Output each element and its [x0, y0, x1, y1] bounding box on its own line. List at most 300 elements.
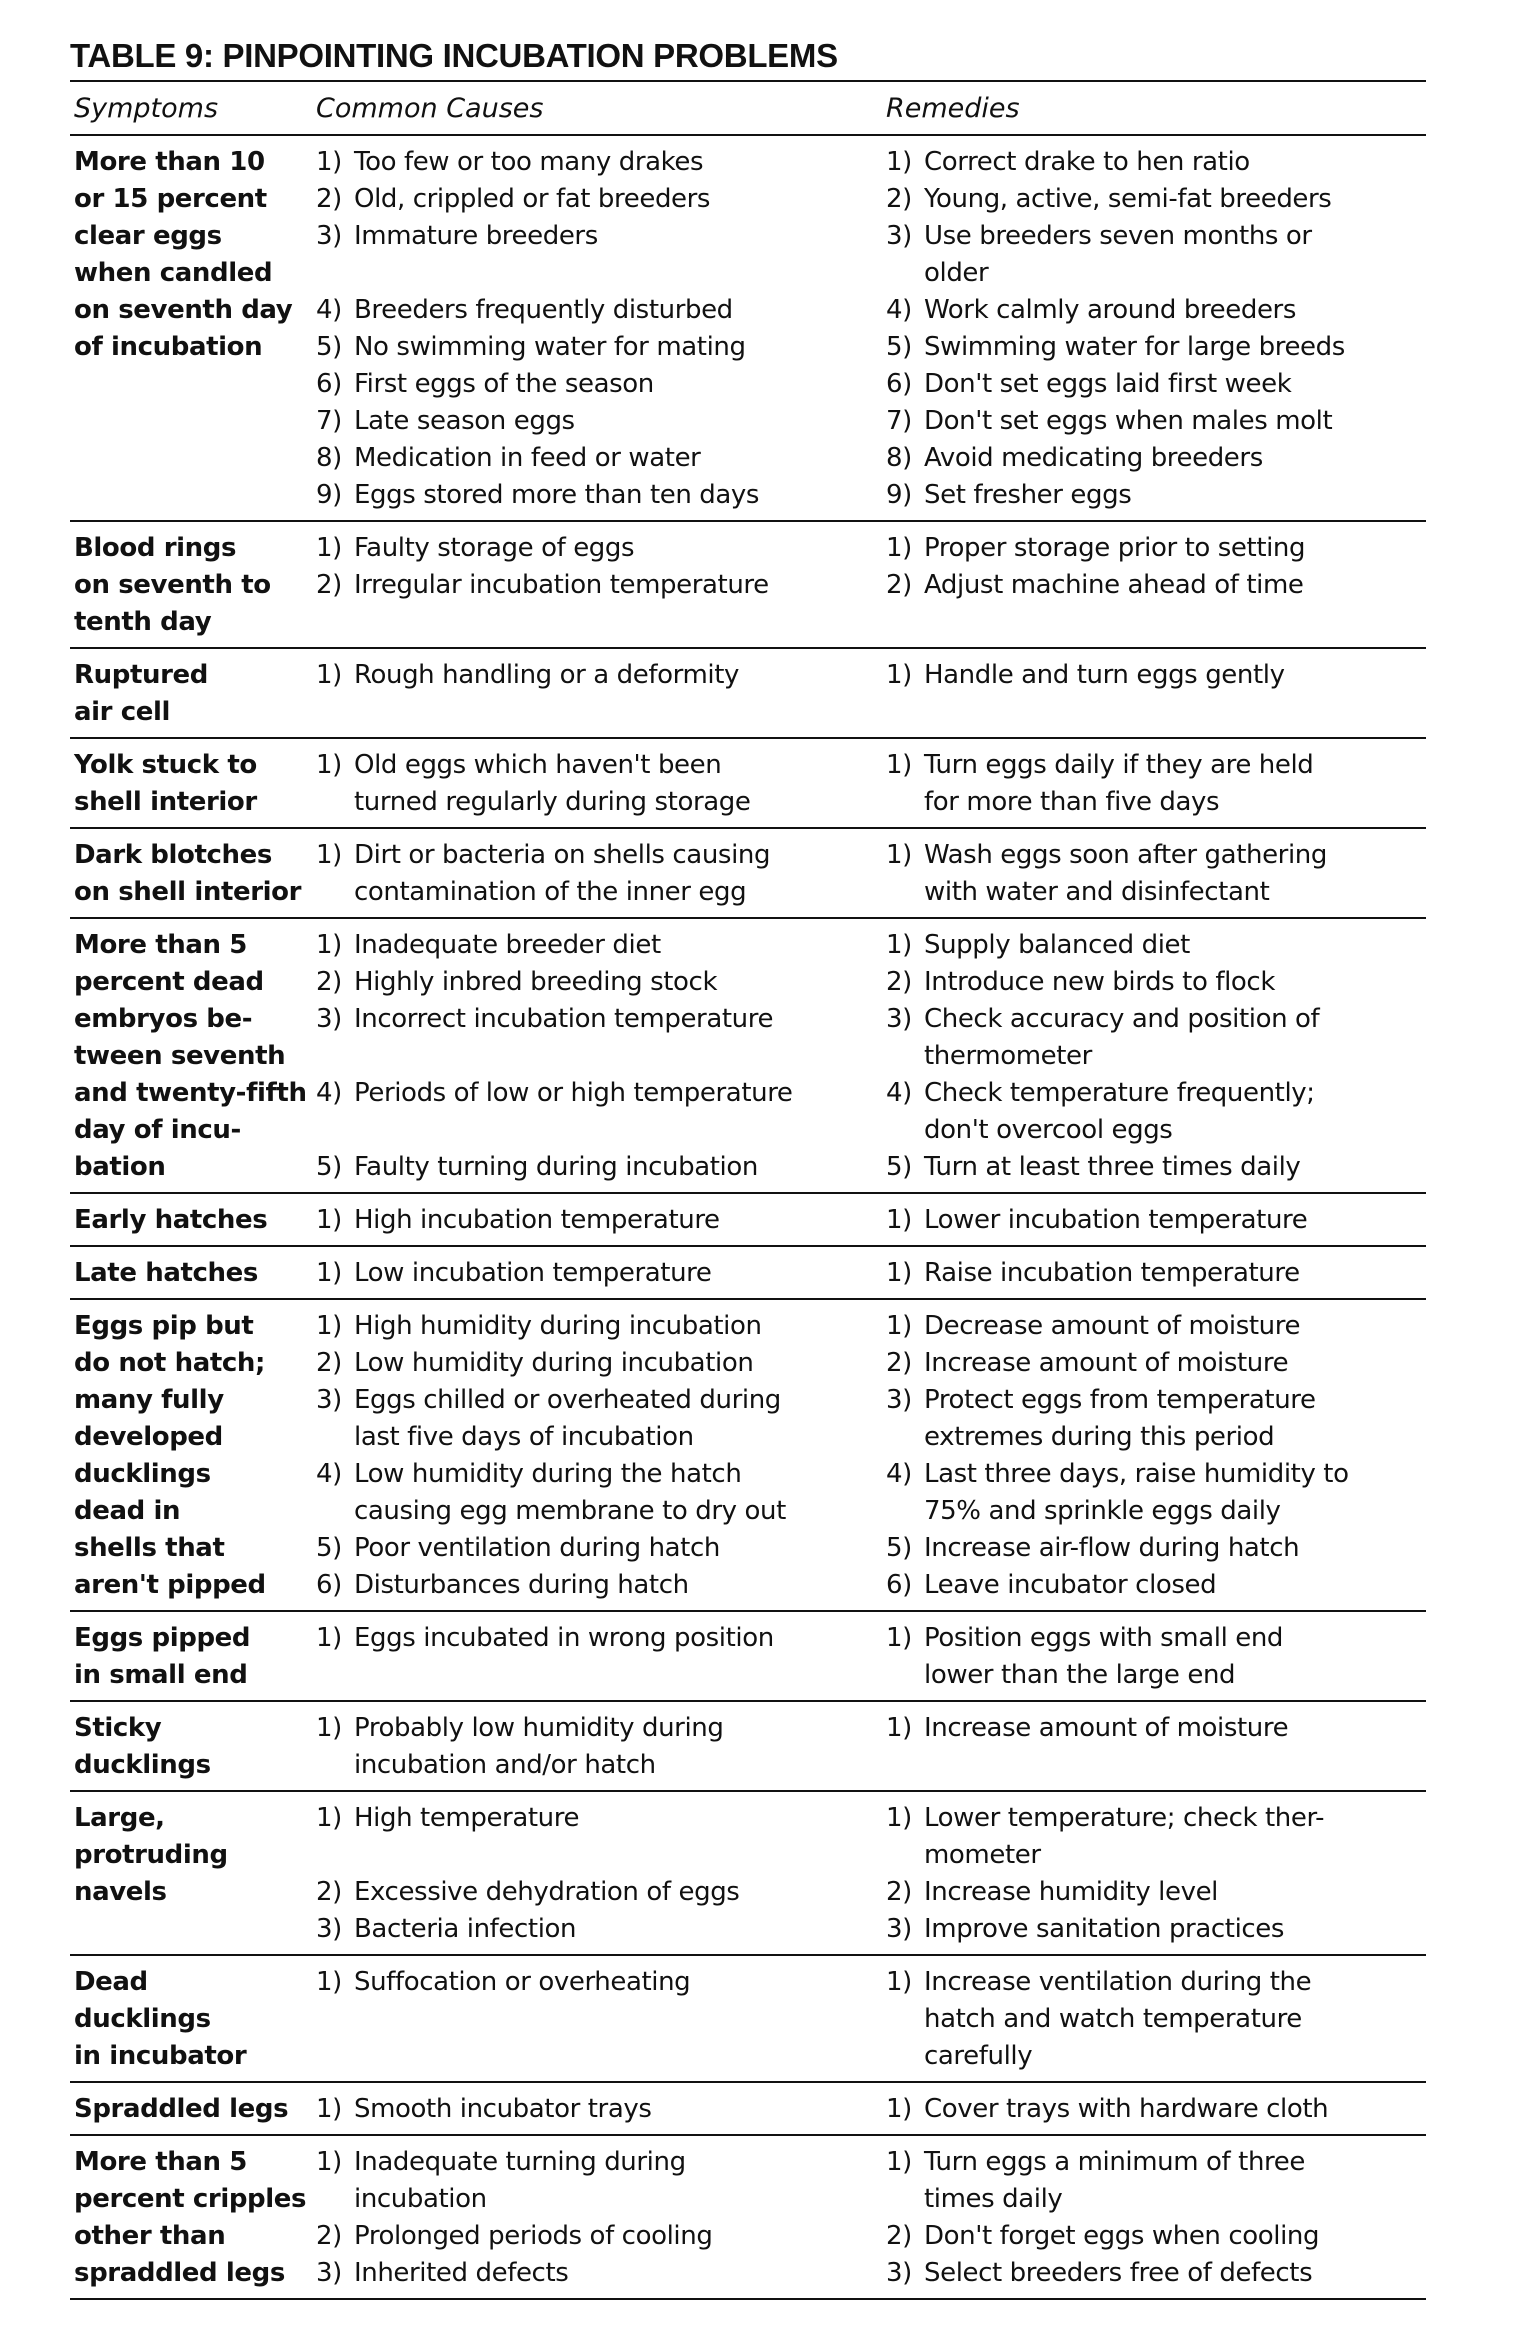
remedy-number: 8): [886, 443, 912, 473]
cause-line: [316, 1710, 886, 1747]
symptom-line: and twenty-fifth: [74, 1078, 307, 1108]
symptom-line: Eggs pip but: [74, 1311, 254, 1341]
cause-text: Suffocation or overheating: [354, 1967, 691, 1997]
cause-text: Old, crippled or fat breeders: [354, 184, 711, 214]
remedy-cell: [886, 747, 1426, 821]
cause-text: Late season eggs: [354, 406, 575, 436]
cause-text: High temperature: [354, 1803, 580, 1833]
cause-line: [316, 874, 886, 911]
cause-line: [316, 2038, 886, 2075]
symptom-line: in incubator: [74, 2041, 247, 2071]
cause-number: 1): [316, 1258, 342, 1288]
symptom-line: clear eggs: [74, 221, 222, 251]
table-row: [70, 649, 1426, 739]
cause-line: [316, 1567, 886, 1604]
remedy-cell: [886, 144, 1426, 514]
cause-number: 1): [316, 1623, 342, 1653]
remedy-line: [886, 1456, 1426, 1493]
cause-number: 2): [316, 1877, 342, 1907]
remedy-text: Last three days, raise humidity to: [924, 1459, 1349, 1489]
remedy-line: [886, 1837, 1426, 1874]
symptom-line: tween seventh: [74, 1041, 286, 1071]
cause-line: [316, 2001, 886, 2038]
cause-text: Probably low humidity during: [354, 1713, 724, 1743]
cause-line: [316, 1530, 886, 1567]
cause-number: 1): [316, 840, 342, 870]
symptom-line: embryos be-: [74, 1004, 253, 1034]
cause-text: Low incubation temperature: [354, 1258, 712, 1288]
remedy-cell: [886, 1964, 1426, 2075]
remedy-number: 3): [886, 1385, 912, 1415]
cause-text: Incorrect incubation temperature: [354, 1004, 774, 1034]
remedy-line: [886, 1202, 1426, 1239]
remedy-text: Set fresher eggs: [924, 480, 1132, 510]
symptom-cell: [70, 837, 316, 911]
cause-line: [316, 1493, 886, 1530]
remedy-number: 5): [886, 332, 912, 362]
remedy-text: Work calmly around breeders: [924, 295, 1296, 325]
symptom-line: More than 5: [74, 930, 247, 960]
cause-line: [316, 1911, 886, 1948]
remedy-text: Increase air-flow during hatch: [924, 1533, 1300, 1563]
remedy-text: 75% and sprinkle eggs daily: [924, 1496, 1281, 1526]
remedy-number: 2): [886, 1348, 912, 1378]
remedy-text: extremes during this period: [924, 1422, 1275, 1452]
remedy-text: Swimming water for large breeds: [924, 332, 1345, 362]
remedy-text: Lower temperature; check ther-: [924, 1803, 1325, 1833]
symptom-line: [74, 366, 316, 403]
remedy-cell: [886, 927, 1426, 1186]
symptom-line: on seventh to: [74, 570, 271, 600]
remedy-text: mometer: [924, 1840, 1041, 1870]
symptom-line: [74, 1911, 316, 1948]
remedy-text: Don't set eggs when males molt: [924, 406, 1333, 436]
remedy-text: thermometer: [924, 1041, 1092, 1071]
cause-number: 3): [316, 1385, 342, 1415]
remedy-text: Position eggs with small end: [924, 1623, 1284, 1653]
cause-number: 3): [316, 221, 342, 251]
symptom-line: Early hatches: [74, 1205, 268, 1235]
symptom-line: Yolk stuck to: [74, 750, 257, 780]
cause-line: [316, 604, 886, 641]
remedy-line: [886, 1001, 1426, 1038]
cause-number: 1): [316, 750, 342, 780]
symptom-line: More than 10: [74, 147, 265, 177]
cause-line: [316, 2218, 886, 2255]
symptom-cell: [70, 1308, 316, 1604]
symptom-line: shell interior: [74, 787, 257, 817]
cause-cell: [316, 2144, 886, 2292]
header-symptoms: Symptoms: [74, 92, 219, 124]
cause-number: 9): [316, 480, 342, 510]
remedy-number: 6): [886, 369, 912, 399]
cause-number: 4): [316, 295, 342, 325]
cause-text: incubation: [354, 2184, 487, 2214]
symptom-line: [74, 403, 316, 440]
table-row: [70, 919, 1426, 1194]
symptom-line: spraddled legs: [74, 2258, 285, 2288]
remedy-line: [886, 694, 1426, 731]
symptom-line: air cell: [74, 697, 171, 727]
cause-line: [316, 292, 886, 329]
cause-cell: [316, 747, 886, 821]
remedy-line: [886, 144, 1426, 181]
remedy-line: [886, 440, 1426, 477]
remedy-text: hatch and watch temperature: [924, 2004, 1302, 2034]
remedy-cell: [886, 1620, 1426, 1694]
symptom-line: on shell interior: [74, 877, 302, 907]
cause-line: [316, 1382, 886, 1419]
remedy-cell: [886, 2091, 1426, 2128]
remedy-line: [886, 1620, 1426, 1657]
cause-text: Eggs stored more than ten days: [354, 480, 760, 510]
cause-text: Excessive dehydration of eggs: [354, 1877, 740, 1907]
cause-cell: [316, 1255, 886, 1292]
remedy-number: 3): [886, 1004, 912, 1034]
cause-text: First eggs of the season: [354, 369, 654, 399]
remedy-number: 5): [886, 1152, 912, 1182]
remedy-number: 2): [886, 570, 912, 600]
remedy-line: [886, 567, 1426, 604]
cause-number: 3): [316, 1914, 342, 1944]
remedy-line: [886, 927, 1426, 964]
cause-line: [316, 657, 886, 694]
cause-number: 1): [316, 2147, 342, 2177]
cause-number: 6): [316, 369, 342, 399]
remedy-number: 1): [886, 1623, 912, 1653]
cause-text: turned regularly during storage: [354, 787, 751, 817]
remedy-line: [886, 530, 1426, 567]
cause-line: [316, 366, 886, 403]
symptom-line: in small end: [74, 1660, 248, 1690]
remedy-cell: [886, 1255, 1426, 1292]
cause-line: [316, 530, 886, 567]
cause-text: Low humidity during incubation: [354, 1348, 754, 1378]
remedy-text: Increase amount of moisture: [924, 1348, 1289, 1378]
remedy-text: Increase humidity level: [924, 1877, 1219, 1907]
symptom-line: Large,: [74, 1803, 165, 1833]
remedy-line: [886, 2038, 1426, 2075]
cause-text: Smooth incubator trays: [354, 2094, 652, 2124]
symptom-line: many fully: [74, 1385, 224, 1415]
cause-line: [316, 1149, 886, 1186]
cause-cell: [316, 144, 886, 514]
remedy-line: [886, 2181, 1426, 2218]
remedy-line: [886, 1149, 1426, 1186]
remedy-line: [886, 1308, 1426, 1345]
cause-text: No swimming water for mating: [354, 332, 746, 362]
remedy-text: Use breeders seven months or: [924, 221, 1312, 251]
symptom-line: [74, 440, 316, 477]
cause-number: 3): [316, 1004, 342, 1034]
cause-line: [316, 694, 886, 731]
remedy-number: 3): [886, 221, 912, 251]
remedy-line: [886, 403, 1426, 440]
remedy-line: [886, 1567, 1426, 1604]
remedy-line: [886, 329, 1426, 366]
cause-line: [316, 2091, 886, 2128]
symptom-line: tenth day: [74, 607, 212, 637]
cause-line: [316, 2144, 886, 2181]
symptom-line: shells that: [74, 1533, 225, 1563]
cause-cell: [316, 1800, 886, 1948]
remedy-text: Cover trays with hardware cloth: [924, 2094, 1329, 2124]
remedy-text: Protect eggs from temperature: [924, 1385, 1316, 1415]
symptom-line: bation: [74, 1152, 166, 1182]
symptom-line: developed: [74, 1422, 223, 1452]
remedy-text: don't overcool eggs: [924, 1115, 1173, 1145]
remedy-text: Turn eggs a minimum of three: [924, 2147, 1305, 2177]
cause-text: last five days of incubation: [354, 1422, 694, 1452]
remedy-number: 1): [886, 147, 912, 177]
symptom-line: Eggs pipped: [74, 1623, 251, 1653]
cause-text: Inherited defects: [354, 2258, 569, 2288]
cause-text: contamination of the inner egg: [354, 877, 747, 907]
cause-text: Eggs incubated in wrong position: [354, 1623, 774, 1653]
cause-number: 1): [316, 1311, 342, 1341]
remedy-number: 3): [886, 2258, 912, 2288]
remedy-number: 3): [886, 1914, 912, 1944]
remedy-text: Decrease amount of moisture: [924, 1311, 1301, 1341]
remedy-text: Don't forget eggs when cooling: [924, 2221, 1320, 2251]
cause-line: [316, 1345, 886, 1382]
symptom-line: Blood rings: [74, 533, 237, 563]
cause-number: 4): [316, 1078, 342, 1108]
remedy-text: Avoid medicating breeders: [924, 443, 1263, 473]
table-row: [70, 739, 1426, 829]
remedy-text: Don't set eggs laid first week: [924, 369, 1292, 399]
cause-number: 4): [316, 1459, 342, 1489]
symptom-cell: [70, 1800, 316, 1948]
remedy-number: 2): [886, 967, 912, 997]
remedy-number: 7): [886, 406, 912, 436]
header-remedies: Remedies: [886, 92, 1020, 124]
remedy-text: Turn eggs daily if they are held: [924, 750, 1314, 780]
cause-number: 8): [316, 443, 342, 473]
cause-text: Inadequate breeder diet: [354, 930, 661, 960]
remedy-line: [886, 604, 1426, 641]
remedy-line: [886, 255, 1426, 292]
symptom-line: on seventh day: [74, 295, 293, 325]
table-title: TABLE 9: PINPOINTING INCUBATION PROBLEMS: [70, 36, 1426, 82]
remedy-number: 1): [886, 930, 912, 960]
remedy-text: Check temperature frequently;: [924, 1078, 1315, 1108]
remedy-text: Lower incubation temperature: [924, 1205, 1308, 1235]
symptom-line: Ruptured: [74, 660, 208, 690]
cause-line: [316, 964, 886, 1001]
remedy-text: Turn at least three times daily: [924, 1152, 1301, 1182]
symptom-line: navels: [74, 1877, 167, 1907]
cause-text: Faulty storage of eggs: [354, 533, 635, 563]
cause-number: 1): [316, 1205, 342, 1235]
remedy-line: [886, 1345, 1426, 1382]
cause-line: [316, 1747, 886, 1784]
symptom-line: percent dead: [74, 967, 264, 997]
remedy-line: [886, 181, 1426, 218]
cause-line: [316, 1837, 886, 1874]
symptom-line: More than 5: [74, 2147, 247, 2177]
cause-text: High incubation temperature: [354, 1205, 720, 1235]
cause-cell: [316, 2091, 886, 2128]
table-row: [70, 1300, 1426, 1612]
cause-line: [316, 1657, 886, 1694]
table-row: [70, 829, 1426, 919]
remedy-number: 4): [886, 1078, 912, 1108]
symptom-line: ducklings: [74, 2004, 211, 2034]
remedy-text: older: [924, 258, 989, 288]
remedy-cell: [886, 1308, 1426, 1604]
cause-line: [316, 1620, 886, 1657]
remedy-line: [886, 292, 1426, 329]
remedy-number: 1): [886, 2147, 912, 2177]
symptom-line: ducklings: [74, 1750, 211, 1780]
cause-text: Low humidity during the hatch: [354, 1459, 742, 1489]
remedy-number: 1): [886, 1967, 912, 1997]
remedy-cell: [886, 657, 1426, 731]
remedy-number: 1): [886, 1311, 912, 1341]
remedy-cell: [886, 1710, 1426, 1784]
symptom-line: protruding: [74, 1840, 228, 1870]
cause-line: [316, 218, 886, 255]
cause-text: Eggs chilled or overheated during: [354, 1385, 781, 1415]
cause-number: 2): [316, 967, 342, 997]
symptom-line: when candled: [74, 258, 273, 288]
remedy-number: 1): [886, 1205, 912, 1235]
remedy-line: [886, 1255, 1426, 1292]
cause-text: Irregular incubation temperature: [354, 570, 769, 600]
remedy-number: 1): [886, 1258, 912, 1288]
cause-line: [316, 181, 886, 218]
symptom-line: Late hatches: [74, 1258, 258, 1288]
remedy-text: Young, active, semi-fat breeders: [924, 184, 1332, 214]
remedy-line: [886, 2144, 1426, 2181]
symptom-cell: [70, 144, 316, 514]
remedy-line: [886, 218, 1426, 255]
remedy-line: [886, 1382, 1426, 1419]
remedy-text: Proper storage prior to setting: [924, 533, 1306, 563]
cause-line: [316, 1255, 886, 1292]
remedy-line: [886, 1530, 1426, 1567]
table-row: [70, 1702, 1426, 1792]
remedy-line: [886, 2255, 1426, 2292]
remedy-number: 6): [886, 1570, 912, 1600]
cause-line: [316, 1308, 886, 1345]
symptom-line: dead in: [74, 1496, 181, 1526]
cause-number: 3): [316, 2258, 342, 2288]
symptom-cell: [70, 2144, 316, 2292]
remedy-line: [886, 1747, 1426, 1784]
header-common-causes: Common Causes: [316, 92, 544, 124]
cause-text: Inadequate turning during: [354, 2147, 686, 2177]
cause-text: causing egg membrane to dry out: [354, 1496, 786, 1526]
symptom-line: ducklings: [74, 1459, 211, 1489]
symptom-cell: [70, 657, 316, 731]
cause-number: 1): [316, 2094, 342, 2124]
cause-number: 2): [316, 184, 342, 214]
remedy-number: 2): [886, 1877, 912, 1907]
remedy-text: Supply balanced diet: [924, 930, 1190, 960]
remedy-line: [886, 1657, 1426, 1694]
table-header: [70, 82, 1426, 136]
cause-line: [316, 1112, 886, 1149]
cause-number: 5): [316, 1533, 342, 1563]
remedy-number: 1): [886, 533, 912, 563]
cause-cell: [316, 1710, 886, 1784]
symptom-cell: [70, 747, 316, 821]
remedy-line: [886, 837, 1426, 874]
cause-cell: [316, 657, 886, 731]
cause-line: [316, 1202, 886, 1239]
cause-line: [316, 927, 886, 964]
cause-line: [316, 1038, 886, 1075]
cause-text: Rough handling or a deformity: [354, 660, 740, 690]
remedy-number: 2): [886, 2221, 912, 2251]
remedy-text: Handle and turn eggs gently: [924, 660, 1285, 690]
document-page: [70, 36, 1426, 2300]
cause-line: [316, 1800, 886, 1837]
cause-line: [316, 144, 886, 181]
remedy-text: with water and disinfectant: [924, 877, 1270, 907]
cause-line: [316, 1001, 886, 1038]
cause-number: 2): [316, 570, 342, 600]
remedy-cell: [886, 1202, 1426, 1239]
remedy-line: [886, 2091, 1426, 2128]
table-row: [70, 136, 1426, 522]
symptom-line: other than: [74, 2221, 226, 2251]
cause-text: Immature breeders: [354, 221, 598, 251]
remedy-line: [886, 1964, 1426, 2001]
remedy-text: Improve sanitation practices: [924, 1914, 1285, 1944]
cause-number: 2): [316, 2221, 342, 2251]
cause-text: Highly inbred breeding stock: [354, 967, 718, 997]
cause-line: [316, 255, 886, 292]
remedy-text: lower than the large end: [924, 1660, 1236, 1690]
remedy-number: 1): [886, 1713, 912, 1743]
remedy-line: [886, 1911, 1426, 1948]
remedy-line: [886, 784, 1426, 821]
cause-line: [316, 837, 886, 874]
symptom-cell: [70, 1964, 316, 2075]
remedy-text: Check accuracy and position of: [924, 1004, 1320, 1034]
cause-number: 5): [316, 332, 342, 362]
cause-number: 1): [316, 533, 342, 563]
cause-text: Disturbances during hatch: [354, 1570, 689, 1600]
remedy-line: [886, 1800, 1426, 1837]
remedy-number: 2): [886, 184, 912, 214]
cause-text: Breeders frequently disturbed: [354, 295, 733, 325]
cause-line: [316, 329, 886, 366]
symptom-line: or 15 percent: [74, 184, 267, 214]
cause-number: 1): [316, 1967, 342, 1997]
remedy-cell: [886, 2144, 1426, 2292]
remedy-line: [886, 366, 1426, 403]
cause-text: High humidity during incubation: [354, 1311, 762, 1341]
symptom-line: Dead: [74, 1967, 148, 1997]
remedy-number: 1): [886, 750, 912, 780]
cause-number: 7): [316, 406, 342, 436]
remedy-line: [886, 1493, 1426, 1530]
cause-text: Periods of low or high temperature: [354, 1078, 793, 1108]
symptom-line: Dark blotches: [74, 840, 272, 870]
remedy-number: 1): [886, 2094, 912, 2124]
remedy-number: 5): [886, 1533, 912, 1563]
cause-cell: [316, 1308, 886, 1604]
table-body: [70, 136, 1426, 2300]
cause-text: Too few or too many drakes: [354, 147, 704, 177]
remedy-text: Leave incubator closed: [924, 1570, 1217, 1600]
cause-text: Faulty turning during incubation: [354, 1152, 758, 1182]
table-row: [70, 1194, 1426, 1247]
